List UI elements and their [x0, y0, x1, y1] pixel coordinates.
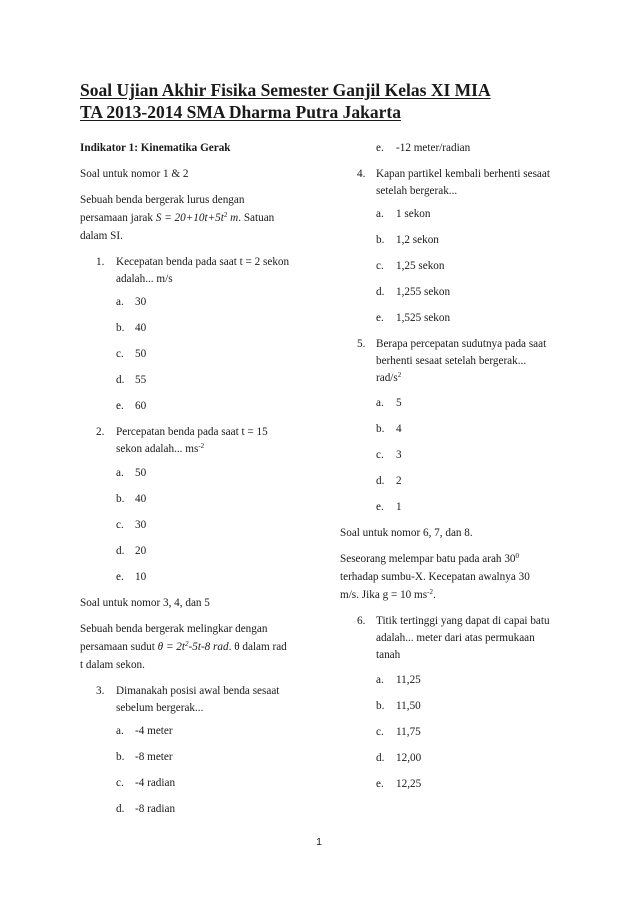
option-value: 30	[135, 519, 147, 531]
option-value: -8 radian	[135, 803, 176, 815]
title-line-1: Soal Ujian Akhir Fisika Semester Ganjil Kelas XI MIA	[80, 80, 491, 100]
option-label: b.	[376, 423, 385, 435]
option-label: b.	[116, 493, 125, 505]
option-label: e.	[116, 400, 124, 412]
option-label: d.	[376, 475, 385, 487]
option-value: 3	[396, 449, 402, 461]
title-line-2: TA 2013-2014 SMA Dharma Putra Jakarta	[80, 102, 401, 122]
indikator-heading: Indikator 1: Kinematika Gerak	[80, 142, 231, 154]
option-label: c.	[376, 260, 384, 272]
option-value: 1,2 sekon	[396, 234, 439, 246]
option-label: a.	[376, 208, 384, 220]
option-label: b.	[116, 322, 125, 334]
option-label: d.	[116, 545, 125, 557]
option-label: a.	[376, 674, 384, 686]
option-label: e.	[376, 312, 384, 324]
option-label: d.	[116, 803, 125, 815]
option-label: b.	[376, 234, 385, 246]
option-value: 30	[135, 296, 147, 308]
question-number: 4.	[357, 168, 366, 180]
question-number: 1.	[96, 256, 105, 268]
option-value: 40	[135, 493, 147, 505]
option-label: e.	[376, 501, 384, 513]
option-label: e.	[376, 778, 384, 790]
option-value: 55	[135, 374, 147, 386]
option-label: c.	[376, 449, 384, 461]
page-number: 1	[316, 836, 322, 848]
intro-1-2: Soal untuk nomor 1 & 2	[80, 168, 189, 180]
option-label: a.	[116, 296, 124, 308]
option-value: 1,525 sekon	[396, 312, 451, 324]
option-value: -4 meter	[135, 725, 173, 737]
question-number: 5.	[357, 338, 366, 350]
option-label: b.	[376, 700, 385, 712]
option-label: a.	[376, 397, 384, 409]
question-number: 3.	[96, 685, 105, 697]
intro-6-8: Soal untuk nomor 6, 7, dan 8.	[340, 527, 473, 539]
option-value: 1,255 sekon	[396, 286, 451, 298]
option-label: e.	[116, 571, 124, 583]
option-value: 1	[396, 501, 402, 513]
option-value: 1 sekon	[396, 208, 431, 220]
option-value: -4 radian	[135, 777, 176, 789]
document-title	[80, 79, 570, 123]
option-value: 11,25	[396, 674, 421, 686]
option-value: 12,00	[396, 752, 422, 764]
option-label: d.	[376, 752, 385, 764]
option-label: b.	[116, 751, 125, 763]
option-label: c.	[116, 519, 124, 531]
option-value: 5	[396, 397, 402, 409]
option-value: 50	[135, 348, 147, 360]
option-value: 12,25	[396, 778, 422, 790]
option-label: d.	[116, 374, 125, 386]
option-value: 10	[135, 571, 147, 583]
option-value: 1,25 sekon	[396, 260, 445, 272]
option-value: -8 meter	[135, 751, 173, 763]
option-value: 40	[135, 322, 147, 334]
option-label: a.	[116, 467, 124, 479]
intro-3-5: Soal untuk nomor 3, 4, dan 5	[80, 597, 210, 609]
option-value: 20	[135, 545, 147, 557]
option-value: 60	[135, 400, 147, 412]
option-label: c.	[116, 348, 124, 360]
option-value: -12 meter/radian	[396, 142, 471, 154]
option-label: a.	[116, 725, 124, 737]
question-number: 6.	[357, 615, 366, 627]
option-value: 11,75	[396, 726, 421, 738]
option-label: c.	[376, 726, 384, 738]
option-label: e.	[376, 142, 384, 154]
option-value: 11,50	[396, 700, 421, 712]
option-value: 50	[135, 467, 147, 479]
option-label: d.	[376, 286, 385, 298]
option-value: 2	[396, 475, 402, 487]
option-value: 4	[396, 423, 402, 435]
question-number: 2.	[96, 426, 105, 438]
option-label: c.	[116, 777, 124, 789]
